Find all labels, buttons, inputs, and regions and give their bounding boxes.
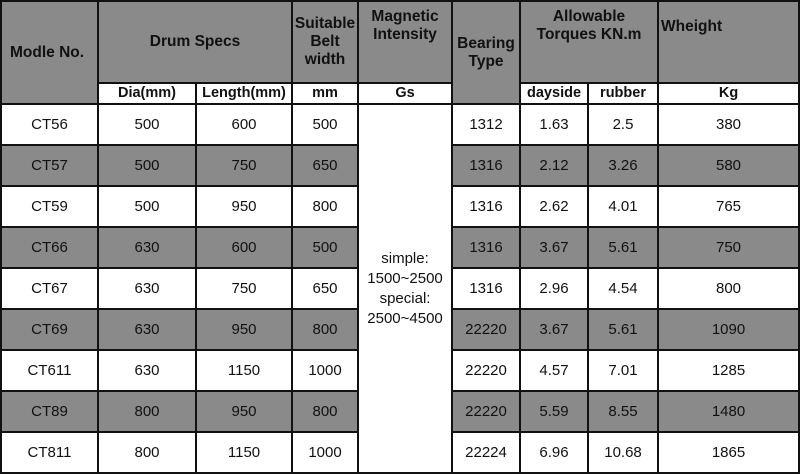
cell-dayside: 3.67: [520, 227, 588, 268]
magnetic-line-special-range: 2500~4500: [367, 309, 443, 327]
cell-dia: 630: [98, 309, 196, 350]
subheader-weight-unit: Kg: [658, 83, 799, 104]
cell-belt-width: 1000: [292, 350, 358, 391]
cell-dayside: 1.63: [520, 104, 588, 145]
cell-rubber: 5.61: [588, 309, 658, 350]
cell-belt-width: 1000: [292, 432, 358, 473]
cell-dia: 500: [98, 186, 196, 227]
header-row-primary: [1, 1, 799, 83]
cell-rubber: 7.01: [588, 350, 658, 391]
cell-belt-width: 650: [292, 145, 358, 186]
cell-bearing: 1312: [452, 104, 520, 145]
cell-bearing: 1316: [452, 186, 520, 227]
cell-dayside: 3.67: [520, 309, 588, 350]
cell-belt-width: 800: [292, 391, 358, 432]
header-belt-width: Suitable Belt width: [292, 1, 358, 83]
cell-length: 750: [196, 145, 292, 186]
header-allowable-torques: Allowable Torques KN.m: [520, 1, 658, 83]
cell-weight: 380: [658, 104, 799, 145]
cell-length: 1150: [196, 350, 292, 391]
cell-dayside: 6.96: [520, 432, 588, 473]
cell-dayside: 4.57: [520, 350, 588, 391]
header-model: Modle No.: [1, 1, 98, 104]
cell-rubber: 4.54: [588, 268, 658, 309]
subheader-length: Length(mm): [196, 83, 292, 104]
magnetic-line-simple: simple:: [381, 249, 429, 267]
cell-rubber: 2.5: [588, 104, 658, 145]
cell-model: CT57: [1, 145, 98, 186]
cell-length: 1150: [196, 432, 292, 473]
cell-length: 600: [196, 227, 292, 268]
cell-dia: 630: [98, 268, 196, 309]
cell-bearing: 1316: [452, 227, 520, 268]
subheader-belt-unit: mm: [292, 83, 358, 104]
magnetic-line-simple-range: 1500~2500: [367, 269, 443, 287]
cell-model: CT56: [1, 104, 98, 145]
cell-rubber: 4.01: [588, 186, 658, 227]
cell-model: CT89: [1, 391, 98, 432]
header-row-units: [1, 83, 799, 104]
cell-dia: 800: [98, 432, 196, 473]
cell-length: 750: [196, 268, 292, 309]
cell-belt-width: 500: [292, 227, 358, 268]
cell-magnetic-intensity: [358, 104, 452, 473]
cell-weight: 1480: [658, 391, 799, 432]
cell-dayside: 2.96: [520, 268, 588, 309]
header-weight: Wheight: [658, 1, 799, 83]
subheader-magnetic-unit: Gs: [358, 83, 452, 104]
cell-rubber: 5.61: [588, 227, 658, 268]
header-bearing-type: Bearing Type: [452, 1, 520, 104]
cell-model: CT59: [1, 186, 98, 227]
cell-length: 950: [196, 186, 292, 227]
cell-model: CT69: [1, 309, 98, 350]
header-magnetic-intensity: Magnetic Intensity: [358, 1, 452, 83]
cell-model: CT811: [1, 432, 98, 473]
cell-bearing: 1316: [452, 268, 520, 309]
cell-rubber: 3.26: [588, 145, 658, 186]
subheader-dia: Dia(mm): [98, 83, 196, 104]
cell-bearing: 22220: [452, 309, 520, 350]
cell-dia: 800: [98, 391, 196, 432]
cell-dia: 630: [98, 227, 196, 268]
cell-length: 950: [196, 391, 292, 432]
cell-rubber: 8.55: [588, 391, 658, 432]
header-drum-specs: Drum Specs: [98, 1, 292, 83]
cell-weight: 800: [658, 268, 799, 309]
subheader-rubber: rubber: [588, 83, 658, 104]
cell-weight: 750: [658, 227, 799, 268]
cell-model: CT611: [1, 350, 98, 391]
cell-dia: 500: [98, 145, 196, 186]
magnetic-line-special: special:: [379, 289, 431, 307]
cell-dia: 500: [98, 104, 196, 145]
cell-weight: 765: [658, 186, 799, 227]
cell-model: CT67: [1, 268, 98, 309]
cell-bearing: 22220: [452, 350, 520, 391]
cell-length: 600: [196, 104, 292, 145]
cell-weight: 580: [658, 145, 799, 186]
subheader-dayside: dayside: [520, 83, 588, 104]
cell-dayside: 2.62: [520, 186, 588, 227]
cell-weight: 1285: [658, 350, 799, 391]
cell-belt-width: 800: [292, 309, 358, 350]
cell-length: 950: [196, 309, 292, 350]
cell-bearing: 22224: [452, 432, 520, 473]
cell-bearing: 22220: [452, 391, 520, 432]
cell-dayside: 2.12: [520, 145, 588, 186]
cell-rubber: 10.68: [588, 432, 658, 473]
cell-dayside: 5.59: [520, 391, 588, 432]
cell-weight: 1865: [658, 432, 799, 473]
table-row: [1, 104, 799, 145]
cell-belt-width: 800: [292, 186, 358, 227]
cell-dia: 630: [98, 350, 196, 391]
cell-weight: 1090: [658, 309, 799, 350]
cell-belt-width: 500: [292, 104, 358, 145]
cell-belt-width: 650: [292, 268, 358, 309]
cell-bearing: 1316: [452, 145, 520, 186]
cell-model: CT66: [1, 227, 98, 268]
